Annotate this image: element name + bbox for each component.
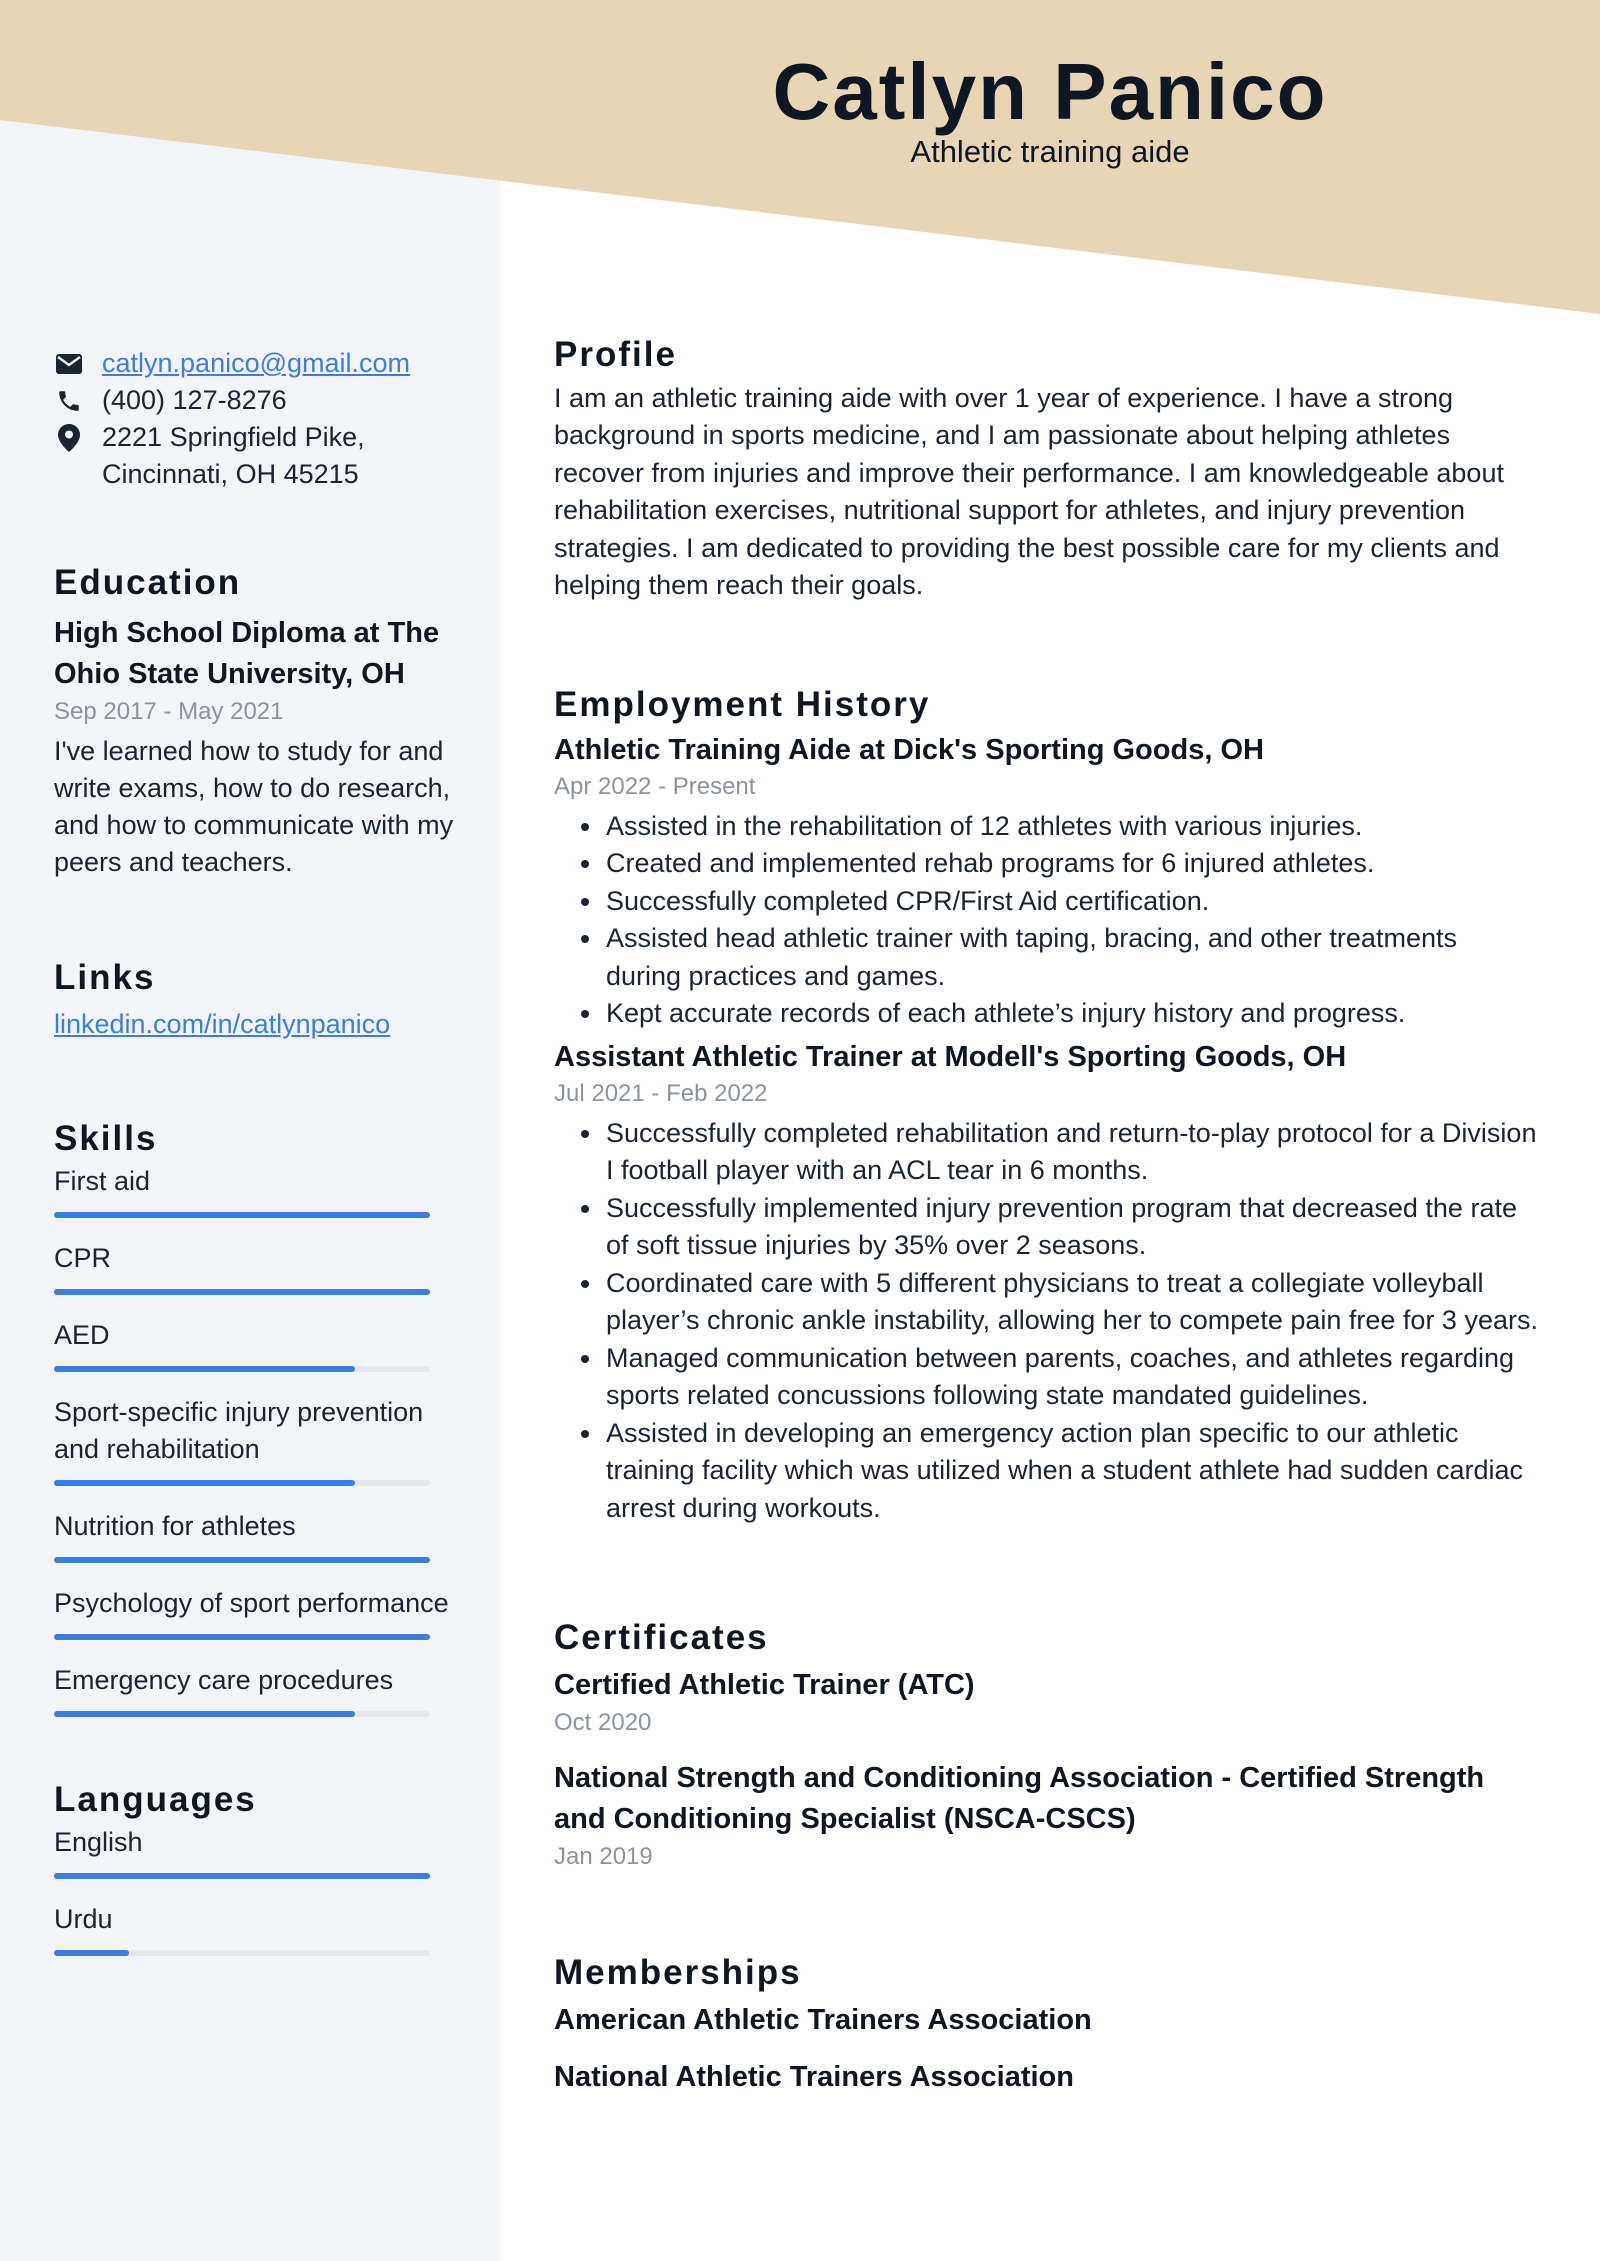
- skills-list: [54, 1163, 454, 1717]
- memberships-list: [554, 2000, 1539, 2098]
- skills-heading: Skills: [54, 1119, 158, 1158]
- skill-label: Sport-specific injury prevention and rehabilitation: [54, 1397, 424, 1464]
- education-heading: Education: [54, 563, 242, 602]
- skill-label: CPR: [54, 1243, 112, 1273]
- skill-level-bar: [54, 1711, 430, 1717]
- address-line-1: 2221 Springfield Pike,: [102, 422, 365, 452]
- job-dates: Jul 2021 - Feb 2022: [554, 1079, 768, 1107]
- job-entry: [554, 1037, 1539, 1528]
- skill-level-fill: [54, 1480, 355, 1486]
- job-title: Assistant Athletic Trainer at Modell's Sporting Goods, OH: [554, 1040, 1347, 1073]
- job-entry: [554, 730, 1539, 1033]
- job-bullet: Created and implemented rehab programs for 6 injured athletes.: [554, 845, 1539, 883]
- certificates-section: [554, 1619, 1539, 1874]
- job-bullet: Successfully completed CPR/First Aid certification.: [554, 883, 1539, 921]
- contact-section: [54, 345, 454, 493]
- job-bullet: Assisted in developing an emergency action plan specific to our athletic training facility which was utilized when a student athlete had sudden cardiac arrest during workouts.: [554, 1415, 1539, 1528]
- contact-email: [54, 345, 454, 382]
- job-bullets: [554, 808, 1539, 1033]
- education-dates: Sep 2017 - May 2021: [54, 698, 284, 725]
- map-pin-icon: [54, 419, 84, 456]
- candidate-name: Catlyn Panico: [772, 47, 1328, 136]
- language-label: Urdu: [54, 1904, 113, 1934]
- skill-item: [54, 1163, 454, 1218]
- employment-section: [554, 686, 1539, 1527]
- skill-item: [54, 1662, 454, 1717]
- language-level-fill: [54, 1950, 129, 1956]
- skill-level-fill: [54, 1366, 355, 1372]
- job-title: Athletic Training Aide at Dick's Sporting Goods, OH: [554, 733, 1264, 766]
- skill-level-fill: [54, 1212, 430, 1218]
- certificate-entry: [554, 1665, 1539, 1740]
- address: [102, 419, 365, 493]
- language-label: English: [54, 1827, 143, 1857]
- language-item: [54, 1824, 454, 1879]
- memberships-section: [554, 1954, 1539, 2098]
- certificate-entry: [554, 1758, 1539, 1874]
- education-title: High School Diploma at The Ohio State University, OH: [54, 617, 440, 690]
- skill-level-bar: [54, 1289, 430, 1295]
- language-level-bar: [54, 1950, 430, 1956]
- envelope-icon: [54, 345, 84, 382]
- skill-level-fill: [54, 1634, 430, 1640]
- links-heading: Links: [54, 958, 156, 997]
- skill-level-bar: [54, 1480, 430, 1486]
- employment-heading: Employment History: [554, 685, 931, 724]
- skill-level-fill: [54, 1711, 355, 1717]
- skill-level-bar: [54, 1557, 430, 1563]
- job-bullet: Managed communication between parents, coaches, and athletes regarding sports related concussions following state mandated guidelines.: [554, 1340, 1539, 1415]
- jobs-list: [554, 730, 1539, 1528]
- languages-list: [54, 1824, 454, 1956]
- profile-section: [554, 336, 1539, 605]
- language-item: [54, 1901, 454, 1956]
- memberships-heading: Memberships: [554, 1953, 802, 1992]
- job-dates: Apr 2022 - Present: [554, 772, 756, 800]
- education-section: [54, 564, 454, 881]
- certificate-title: National Strength and Conditioning Association - Certified Strength and Conditioning Specialist (NSCA-CSCS): [554, 1761, 1485, 1835]
- skill-level-fill: [54, 1557, 430, 1563]
- skill-item: [54, 1240, 454, 1295]
- job-bullet: Coordinated care with 5 different physicians to treat a collegiate volleyball player’s chronic ankle instability, allowing her to compete pain free for 3 years.: [554, 1265, 1539, 1340]
- membership-item: National Athletic Trainers Association: [554, 2060, 1074, 2093]
- links-section: [54, 959, 454, 1043]
- job-bullet: Assisted in the rehabilitation of 12 athletes with various injuries.: [554, 808, 1539, 846]
- certificate-date: Oct 2020: [554, 1708, 652, 1736]
- address-line-2: Cincinnati, OH 45215: [102, 459, 359, 489]
- profile-text: I am an athletic training aide with over 1 year of experience. I have a strong background in sports medicine, and I am passionate about helping athletes recover from injuries and improve their performance. I am knowledgeable about rehabilitation exercises, nutritional support for athletes, and injury prevention strategies. I am dedicated to providing the best possible care for my clients and helping them reach their goals.: [554, 382, 1504, 600]
- certificates-list: [554, 1665, 1539, 1874]
- languages-section: [54, 1781, 454, 1978]
- job-bullet: Successfully implemented injury prevention program that decreased the rate of soft tissue injuries by 35% over 2 seasons.: [554, 1190, 1539, 1265]
- job-bullet: Kept accurate records of each athlete’s injury history and progress.: [554, 995, 1539, 1033]
- skill-level-bar: [54, 1634, 430, 1640]
- candidate-title: Athletic training aide: [910, 134, 1190, 169]
- membership-item: American Athletic Trainers Association: [554, 2003, 1092, 2036]
- profile-heading: Profile: [554, 335, 677, 374]
- skill-label: Emergency care procedures: [54, 1665, 394, 1695]
- skill-label: Nutrition for athletes: [54, 1511, 296, 1541]
- skill-label: First aid: [54, 1166, 151, 1196]
- linkedin-link[interactable]: linkedin.com/in/catlynpanico: [54, 1009, 391, 1039]
- skill-item: [54, 1585, 454, 1640]
- certificate-date: Jan 2019: [554, 1842, 653, 1870]
- job-bullets: [554, 1115, 1539, 1528]
- language-level-fill: [54, 1873, 430, 1879]
- languages-heading: Languages: [54, 1780, 257, 1819]
- skill-label: Psychology of sport performance: [54, 1588, 449, 1618]
- skill-level-bar: [54, 1366, 430, 1372]
- skill-level-bar: [54, 1212, 430, 1218]
- contact-phone: [54, 382, 454, 419]
- email-link[interactable]: catlyn.panico@gmail.com: [102, 348, 411, 378]
- skill-item: [54, 1317, 454, 1372]
- education-description: I've learned how to study for and write exams, how to do research, and how to communicate with my peers and teachers.: [54, 736, 454, 877]
- phone-icon: [54, 382, 84, 419]
- phone-number: (400) 127-8276: [102, 385, 287, 415]
- skill-item: [54, 1508, 454, 1563]
- contact-address: [54, 419, 454, 493]
- job-bullet: Successfully completed rehabilitation and return-to-play protocol for a Division I football player with an ACL tear in 6 months.: [554, 1115, 1539, 1190]
- skill-item: [54, 1394, 454, 1486]
- certificate-title: Certified Athletic Trainer (ATC): [554, 1668, 975, 1701]
- skill-level-fill: [54, 1289, 430, 1295]
- skills-section: [54, 1120, 454, 1739]
- language-level-bar: [54, 1873, 430, 1879]
- skill-label: AED: [54, 1320, 110, 1350]
- certificates-heading: Certificates: [554, 1618, 769, 1657]
- job-bullet: Assisted head athletic trainer with taping, bracing, and other treatments during practices and games.: [554, 920, 1539, 995]
